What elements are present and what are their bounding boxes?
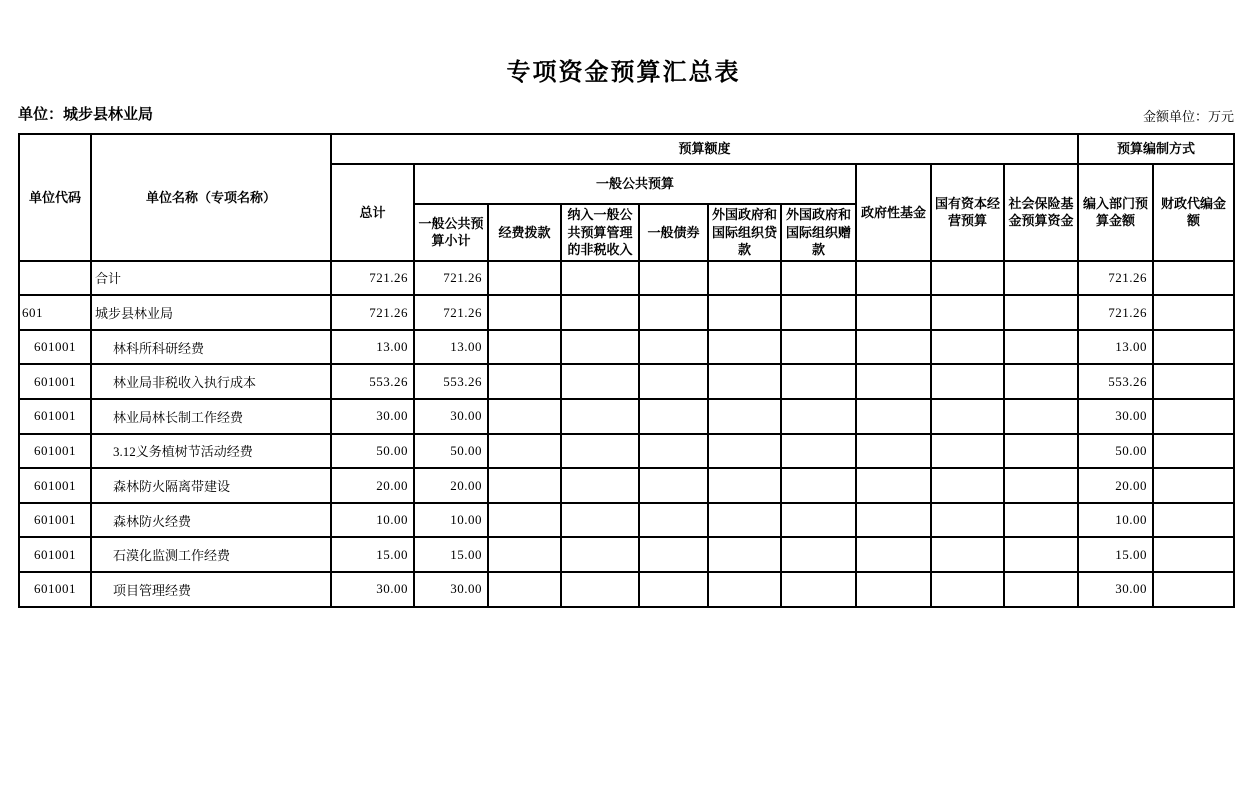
value-cell-foreign-loans <box>708 503 781 538</box>
table-row <box>19 261 1234 296</box>
value-cell-dept-budget-amount: 553.26 <box>1078 364 1153 399</box>
value-cell-foreign-loans <box>708 537 781 572</box>
table-row <box>19 503 1234 538</box>
value-cell-fund-appropriation <box>488 295 561 330</box>
unit-code-cell: 601001 <box>19 434 91 469</box>
value-cell-total: 721.26 <box>331 295 414 330</box>
value-cell-gpb-subtotal: 20.00 <box>414 468 488 503</box>
amount-unit-label: 金额单位：万元 <box>1142 109 1234 124</box>
value-cell-state-capital <box>931 399 1004 434</box>
value-cell-fiscal-proxy-amount <box>1153 537 1234 572</box>
value-cell-foreign-grants <box>781 434 856 469</box>
value-cell-fiscal-proxy-amount <box>1153 434 1234 469</box>
value-cell-foreign-grants <box>781 261 856 296</box>
value-cell-state-capital <box>931 330 1004 365</box>
value-cell-fiscal-proxy-amount <box>1153 261 1234 296</box>
value-cell-fund-appropriation <box>488 572 561 607</box>
value-cell-nontax-income <box>561 261 639 296</box>
col-header-gpb-subtotal: 一般公共预算小计 <box>414 204 488 261</box>
value-cell-dept-budget-amount: 20.00 <box>1078 468 1153 503</box>
value-cell-nontax-income <box>561 537 639 572</box>
value-cell-fund-appropriation <box>488 330 561 365</box>
value-cell-gpb-subtotal: 50.00 <box>414 434 488 469</box>
value-cell-total: 50.00 <box>331 434 414 469</box>
value-cell-gpb-subtotal: 721.26 <box>414 295 488 330</box>
table-row <box>19 468 1234 503</box>
value-cell-foreign-loans <box>708 330 781 365</box>
value-cell-government-fund <box>856 261 931 296</box>
value-cell-foreign-loans <box>708 468 781 503</box>
value-cell-state-capital <box>931 295 1004 330</box>
value-cell-foreign-grants <box>781 572 856 607</box>
value-cell-fund-appropriation <box>488 364 561 399</box>
col-header-unit-code: 单位代码 <box>19 134 91 261</box>
value-cell-fiscal-proxy-amount <box>1153 364 1234 399</box>
unit-code-cell: 601001 <box>19 364 91 399</box>
unit-name-cell: 项目管理经费 <box>91 572 331 607</box>
col-header-government-fund: 政府性基金 <box>856 164 931 261</box>
value-cell-nontax-income <box>561 503 639 538</box>
value-cell-social-insurance <box>1004 537 1078 572</box>
unit-code-cell: 601001 <box>19 503 91 538</box>
value-cell-nontax-income <box>561 364 639 399</box>
unit-code-cell: 601001 <box>19 537 91 572</box>
value-cell-foreign-loans <box>708 434 781 469</box>
table-header <box>19 134 1234 261</box>
value-cell-general-bonds <box>639 295 708 330</box>
value-cell-fiscal-proxy-amount <box>1153 468 1234 503</box>
value-cell-gpb-subtotal: 13.00 <box>414 330 488 365</box>
value-cell-general-bonds <box>639 503 708 538</box>
value-cell-social-insurance <box>1004 468 1078 503</box>
value-cell-foreign-loans <box>708 572 781 607</box>
value-cell-social-insurance <box>1004 364 1078 399</box>
unit-name-cell: 城步县林业局 <box>91 295 331 330</box>
unit-name-cell: 合计 <box>91 261 331 296</box>
value-cell-general-bonds <box>639 537 708 572</box>
value-cell-nontax-income <box>561 330 639 365</box>
value-cell-state-capital <box>931 468 1004 503</box>
value-cell-fund-appropriation <box>488 537 561 572</box>
col-header-nontax-income: 纳入一般公共预算管理的非税收入 <box>561 204 639 261</box>
unit-name-cell: 森林防火隔离带建设 <box>91 468 331 503</box>
value-cell-general-bonds <box>639 364 708 399</box>
value-cell-foreign-loans <box>708 261 781 296</box>
col-header-social-insurance: 社会保险基金预算资金 <box>1004 164 1078 261</box>
unit-name-cell: 林科所科研经费 <box>91 330 331 365</box>
col-header-budget-method: 预算编制方式 <box>1078 134 1234 164</box>
value-cell-nontax-income <box>561 295 639 330</box>
unit-name-cell: 森林防火经费 <box>91 503 331 538</box>
value-cell-nontax-income <box>561 399 639 434</box>
col-header-general-bonds: 一般债券 <box>639 204 708 261</box>
value-cell-foreign-loans <box>708 364 781 399</box>
value-cell-state-capital <box>931 364 1004 399</box>
value-cell-state-capital <box>931 537 1004 572</box>
value-cell-state-capital <box>931 503 1004 538</box>
unit-name-cell: 3.12义务植树节活动经费 <box>91 434 331 469</box>
value-cell-dept-budget-amount: 13.00 <box>1078 330 1153 365</box>
value-cell-gpb-subtotal: 721.26 <box>414 261 488 296</box>
value-cell-foreign-grants <box>781 295 856 330</box>
unit-name-cell: 林业局林长制工作经费 <box>91 399 331 434</box>
value-cell-general-bonds <box>639 572 708 607</box>
table-row <box>19 330 1234 365</box>
value-cell-fiscal-proxy-amount <box>1153 503 1234 538</box>
value-cell-social-insurance <box>1004 261 1078 296</box>
value-cell-social-insurance <box>1004 572 1078 607</box>
value-cell-dept-budget-amount: 721.26 <box>1078 295 1153 330</box>
value-cell-state-capital <box>931 434 1004 469</box>
value-cell-dept-budget-amount: 30.00 <box>1078 399 1153 434</box>
col-header-unit-name: 单位名称（专项名称） <box>91 134 331 261</box>
col-header-general-public-budget: 一般公共预算 <box>414 164 856 204</box>
value-cell-government-fund <box>856 503 931 538</box>
value-cell-fiscal-proxy-amount <box>1153 330 1234 365</box>
value-cell-dept-budget-amount: 30.00 <box>1078 572 1153 607</box>
table-row <box>19 537 1234 572</box>
value-cell-foreign-grants <box>781 399 856 434</box>
value-cell-fiscal-proxy-amount <box>1153 572 1234 607</box>
value-cell-government-fund <box>856 399 931 434</box>
value-cell-nontax-income <box>561 434 639 469</box>
table-body <box>19 261 1234 607</box>
unit-code-cell: 601 <box>19 295 91 330</box>
value-cell-government-fund <box>856 364 931 399</box>
value-cell-gpb-subtotal: 10.00 <box>414 503 488 538</box>
value-cell-social-insurance <box>1004 330 1078 365</box>
unit-code-cell: 601001 <box>19 399 91 434</box>
value-cell-foreign-loans <box>708 399 781 434</box>
value-cell-social-insurance <box>1004 399 1078 434</box>
value-cell-general-bonds <box>639 399 708 434</box>
header-row-1 <box>19 134 1234 164</box>
value-cell-social-insurance <box>1004 434 1078 469</box>
value-cell-foreign-grants <box>781 468 856 503</box>
value-cell-state-capital <box>931 261 1004 296</box>
value-cell-foreign-grants <box>781 364 856 399</box>
value-cell-foreign-loans <box>708 295 781 330</box>
value-cell-government-fund <box>856 295 931 330</box>
value-cell-state-capital <box>931 572 1004 607</box>
value-cell-fund-appropriation <box>488 434 561 469</box>
value-cell-general-bonds <box>639 434 708 469</box>
value-cell-fund-appropriation <box>488 503 561 538</box>
col-header-foreign-loans: 外国政府和国际组织贷款 <box>708 204 781 261</box>
col-header-fiscal-proxy-amount: 财政代编金额 <box>1153 164 1234 261</box>
value-cell-nontax-income <box>561 572 639 607</box>
unit-code-cell <box>19 261 91 296</box>
unit-code-cell: 601001 <box>19 468 91 503</box>
value-cell-total: 30.00 <box>331 399 414 434</box>
value-cell-nontax-income <box>561 468 639 503</box>
value-cell-gpb-subtotal: 15.00 <box>414 537 488 572</box>
value-cell-government-fund <box>856 572 931 607</box>
value-cell-dept-budget-amount: 15.00 <box>1078 537 1153 572</box>
value-cell-fiscal-proxy-amount <box>1153 295 1234 330</box>
value-cell-government-fund <box>856 434 931 469</box>
value-cell-total: 13.00 <box>331 330 414 365</box>
value-cell-total: 10.00 <box>331 503 414 538</box>
col-header-total: 总计 <box>331 164 414 261</box>
col-header-budget-amount: 预算额度 <box>331 134 1078 164</box>
value-cell-total: 30.00 <box>331 572 414 607</box>
unit-code-cell: 601001 <box>19 330 91 365</box>
value-cell-foreign-grants <box>781 503 856 538</box>
value-cell-dept-budget-amount: 50.00 <box>1078 434 1153 469</box>
table-row <box>19 572 1234 607</box>
col-header-fund-appropriation: 经费拨款 <box>488 204 561 261</box>
value-cell-total: 20.00 <box>331 468 414 503</box>
budget-summary-table <box>18 133 1235 608</box>
value-cell-fund-appropriation <box>488 468 561 503</box>
value-cell-fiscal-proxy-amount <box>1153 399 1234 434</box>
unit-name-cell: 石漠化监测工作经费 <box>91 537 331 572</box>
value-cell-foreign-grants <box>781 330 856 365</box>
value-cell-gpb-subtotal: 553.26 <box>414 364 488 399</box>
value-cell-gpb-subtotal: 30.00 <box>414 572 488 607</box>
value-cell-total: 721.26 <box>331 261 414 296</box>
col-header-foreign-grants: 外国政府和国际组织赠款 <box>781 204 856 261</box>
value-cell-general-bonds <box>639 468 708 503</box>
value-cell-gpb-subtotal: 30.00 <box>414 399 488 434</box>
value-cell-total: 15.00 <box>331 537 414 572</box>
value-cell-social-insurance <box>1004 503 1078 538</box>
value-cell-fund-appropriation <box>488 399 561 434</box>
col-header-state-capital: 国有资本经营预算 <box>931 164 1004 261</box>
table-row <box>19 295 1234 330</box>
col-header-dept-budget-amount: 编入部门预算金额 <box>1078 164 1153 261</box>
value-cell-dept-budget-amount: 10.00 <box>1078 503 1153 538</box>
value-cell-government-fund <box>856 537 931 572</box>
value-cell-government-fund <box>856 468 931 503</box>
unit-code-cell: 601001 <box>19 572 91 607</box>
value-cell-general-bonds <box>639 330 708 365</box>
page-title: 专项资金预算汇总表 <box>506 60 741 86</box>
value-cell-foreign-grants <box>781 537 856 572</box>
value-cell-total: 553.26 <box>331 364 414 399</box>
value-cell-dept-budget-amount: 721.26 <box>1078 261 1153 296</box>
table-row <box>19 399 1234 434</box>
table-row <box>19 364 1234 399</box>
unit-label: 单位：城步县林业局 <box>18 107 154 123</box>
value-cell-fund-appropriation <box>488 261 561 296</box>
value-cell-general-bonds <box>639 261 708 296</box>
value-cell-government-fund <box>856 330 931 365</box>
table-row <box>19 434 1234 469</box>
value-cell-social-insurance <box>1004 295 1078 330</box>
unit-name-cell: 林业局非税收入执行成本 <box>91 364 331 399</box>
